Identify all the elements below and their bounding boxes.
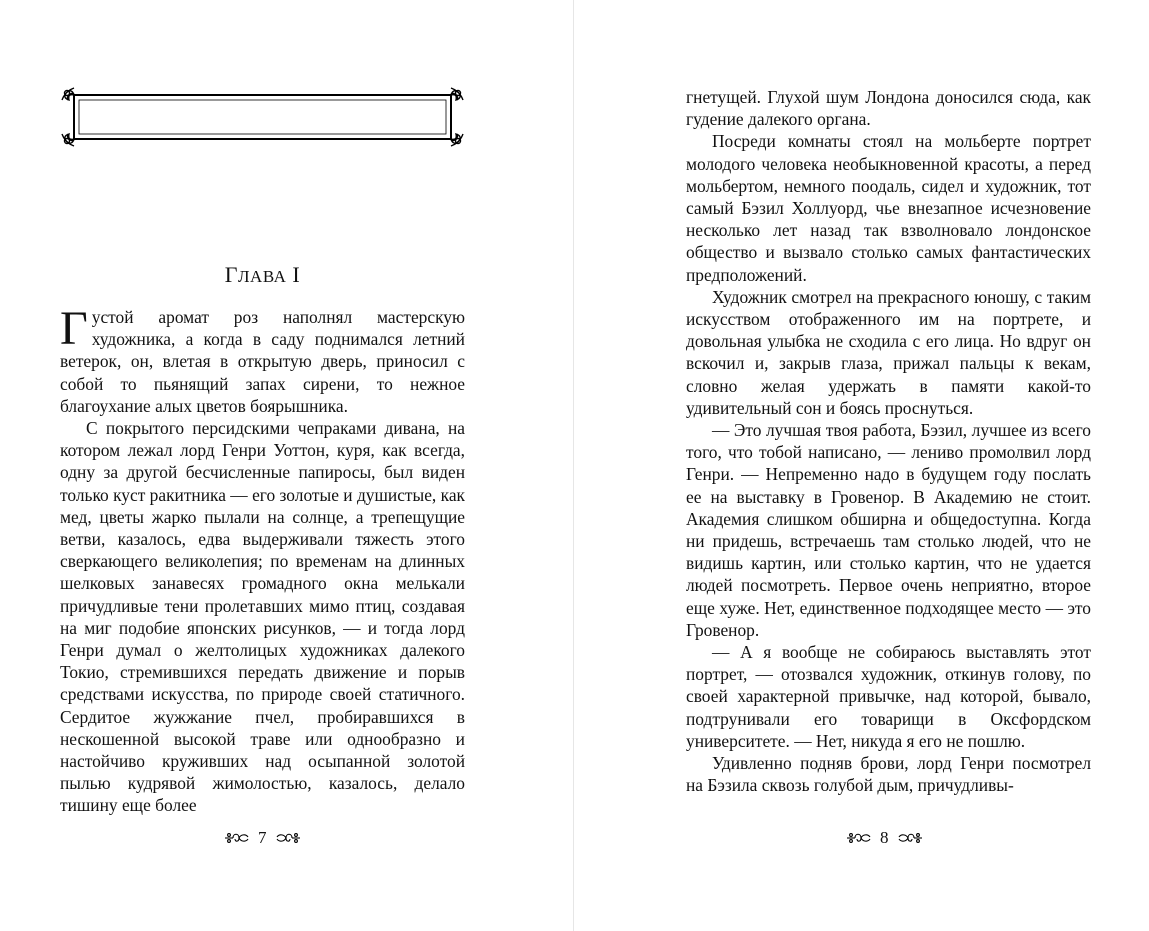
folio-ornament-icon [224,830,250,846]
page-number: 7 [258,828,267,847]
chapter-title: ГЛАВА I [224,262,301,287]
folio-ornament-icon [846,830,872,846]
paragraph: Удивленно подняв брови, лорд Генри посмотрел на Бэзила сквозь голубой дым, причудливы- [686,753,1091,796]
left-page-text [60,302,465,817]
paragraph: С покрытого персидскими чепраками дивана, на котором лежал лорд Генри Уоттон, куря, как всегда, одну за другой бесчисленные папиросы, был виден только куст ракитника — его золотые и душистые, как мед, цветы жарко пылали на солнце, а трепещущие ветви, казалось, едва выдерживали тяжесть этого сверкающего великолепия; по временам на длинных шелковых занавесях громадного окна мелькали причудливые тени пролетавших мимо птиц, создавая на миг подобие японских рисунков, — и тогда лорд Генри думал о желтолицых художниках далекого Токио, стремившихся передать движение и порыв средствами искусства, по природе своей статичного. Сердитое жужжание пчел, пробиравшихся в нескошенной высокой траве или однообразно и настойчиво круживших над осыпанной золотой пылью кудрявой жимолостью, казалось, делало тишину еще более [60,418,465,816]
page-number: 8 [880,828,889,847]
paragraph: Густой аромат роз наполнял мастерскую художника, а когда в саду поднимался летний ветерок, он, влетая в открытую дверь, приносил с собой то пьянящий запах сирени, то нежное благоухание алых цветов боярышника. [60,302,465,416]
paragraph: гнетущей. Глухой шум Лондона доносился сюда, как гудение далекого органа. [686,87,1091,130]
paragraph: — А я вообще не собираюсь выставлять этот портрет, — отозвался художник, откинув голову, по своей характерной привычке, над которой, бывало, подтрунивали его товарищи в Оксфордском университете. — Нет, никуда я его не пошлю. [686,642,1091,751]
right-page [574,0,1149,931]
paragraph: — Это лучшая твоя работа, Бэзил, лучшее из всего того, что тобой написано, — лениво промолвил лорд Генри. — Непременно надо в будущем году послать ее на выставку в Гровенор. В Академию не стоит. Академия слишком обширна и общедоступна. Когда ни придешь, встречаешь там столько людей, что не видишь картин, или столько картин, что не удается людей посмотреть. Первое очень неприятно, второе еще хуже. Нет, единственное подходящее место — это Гровенор. [686,420,1091,640]
left-page [0,0,573,931]
folio-ornament-icon [275,830,301,846]
page-number-right [846,828,923,848]
paragraph: Посреди комнаты стоял на мольберте портрет молодого человека необыкновенной красоты, а перед мольбертом, немного поодаль, сидел и художник, тот самый Бэзил Холлуорд, чье внезапное исчезновение несколько лет назад так взволновало лондонское общество и вызвало столько самых фантастических предположений. [686,131,1091,285]
paragraph: Художник смотрел на прекрасного юношу, с таким искусством отображенного им на портрете, и довольная улыбка не сходила с его лица. Но вдруг он вскочил и, закрыв глаза, прижал пальцы к векам, словно желая удержать в памяти какой-то удивительный сон и боясь проснуться. [686,286,1091,418]
folio-ornament-icon [897,830,923,846]
page-number-left [224,828,301,848]
drop-cap: Г [60,302,88,355]
right-page-text [686,86,1091,797]
ornamental-frame [60,86,465,148]
